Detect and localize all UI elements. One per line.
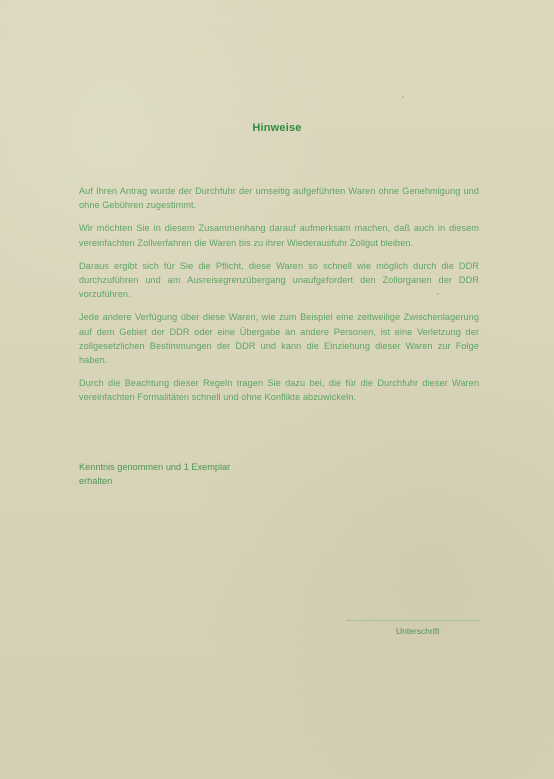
paper-speck: [402, 96, 404, 98]
paragraph-3: Daraus ergibt sich für Sie die Pflicht, diese Waren so schnell wie möglich durch die DDR durchzuführen und am Ausreisegrenzübergang unaufgefordert den Zollorganen der DDR vorzuführen.: [79, 260, 479, 300]
signature-label: Unterschrift: [396, 626, 440, 636]
page-title: Hinweise: [252, 122, 302, 134]
paragraph-5: Durch die Beachtung dieser Regeln tragen Sie dazu bei, die für die Durchfuhr dieser Waren vereinfachten Formalitäten schnell und ohne Konflikte abzuwickeln.: [79, 378, 479, 403]
notice-text: [79, 184, 479, 405]
acknowledgement-line-1: Kenntnis genommen und 1 Exemplar: [79, 462, 231, 472]
paragraph-2: Wir möchten Sie in diesem Zusammenhang darauf aufmerksam machen, daß auch in diesem vereinfachten Zollverfahren die Waren bis zu ihrer Wiederausfuhr Zollgut bleiben.: [79, 223, 479, 248]
signature-line: [347, 620, 479, 621]
paragraph-1: Auf Ihren Antrag wurde der Durchfuhr der umseitig aufgeführten Waren ohne Genehmigung und ohne Gebühren zugestimmt.: [79, 186, 479, 211]
paper-speck: [118, 678, 119, 679]
acknowledgement: [79, 460, 299, 488]
acknowledgement-line-2: erhalten: [79, 476, 113, 486]
paragraph-4: Jede andere Verfügung über diese Waren, wie zum Beispiel eine zeitweilige Zwischenlagerung auf dem Gebiet der DDR oder eine Übergabe an andere Personen, ist eine Verletzung der zollgesetzlichen Bestimmungen der DDR und kann die Einziehung dieser Waren zur Folge haben.: [79, 312, 479, 366]
